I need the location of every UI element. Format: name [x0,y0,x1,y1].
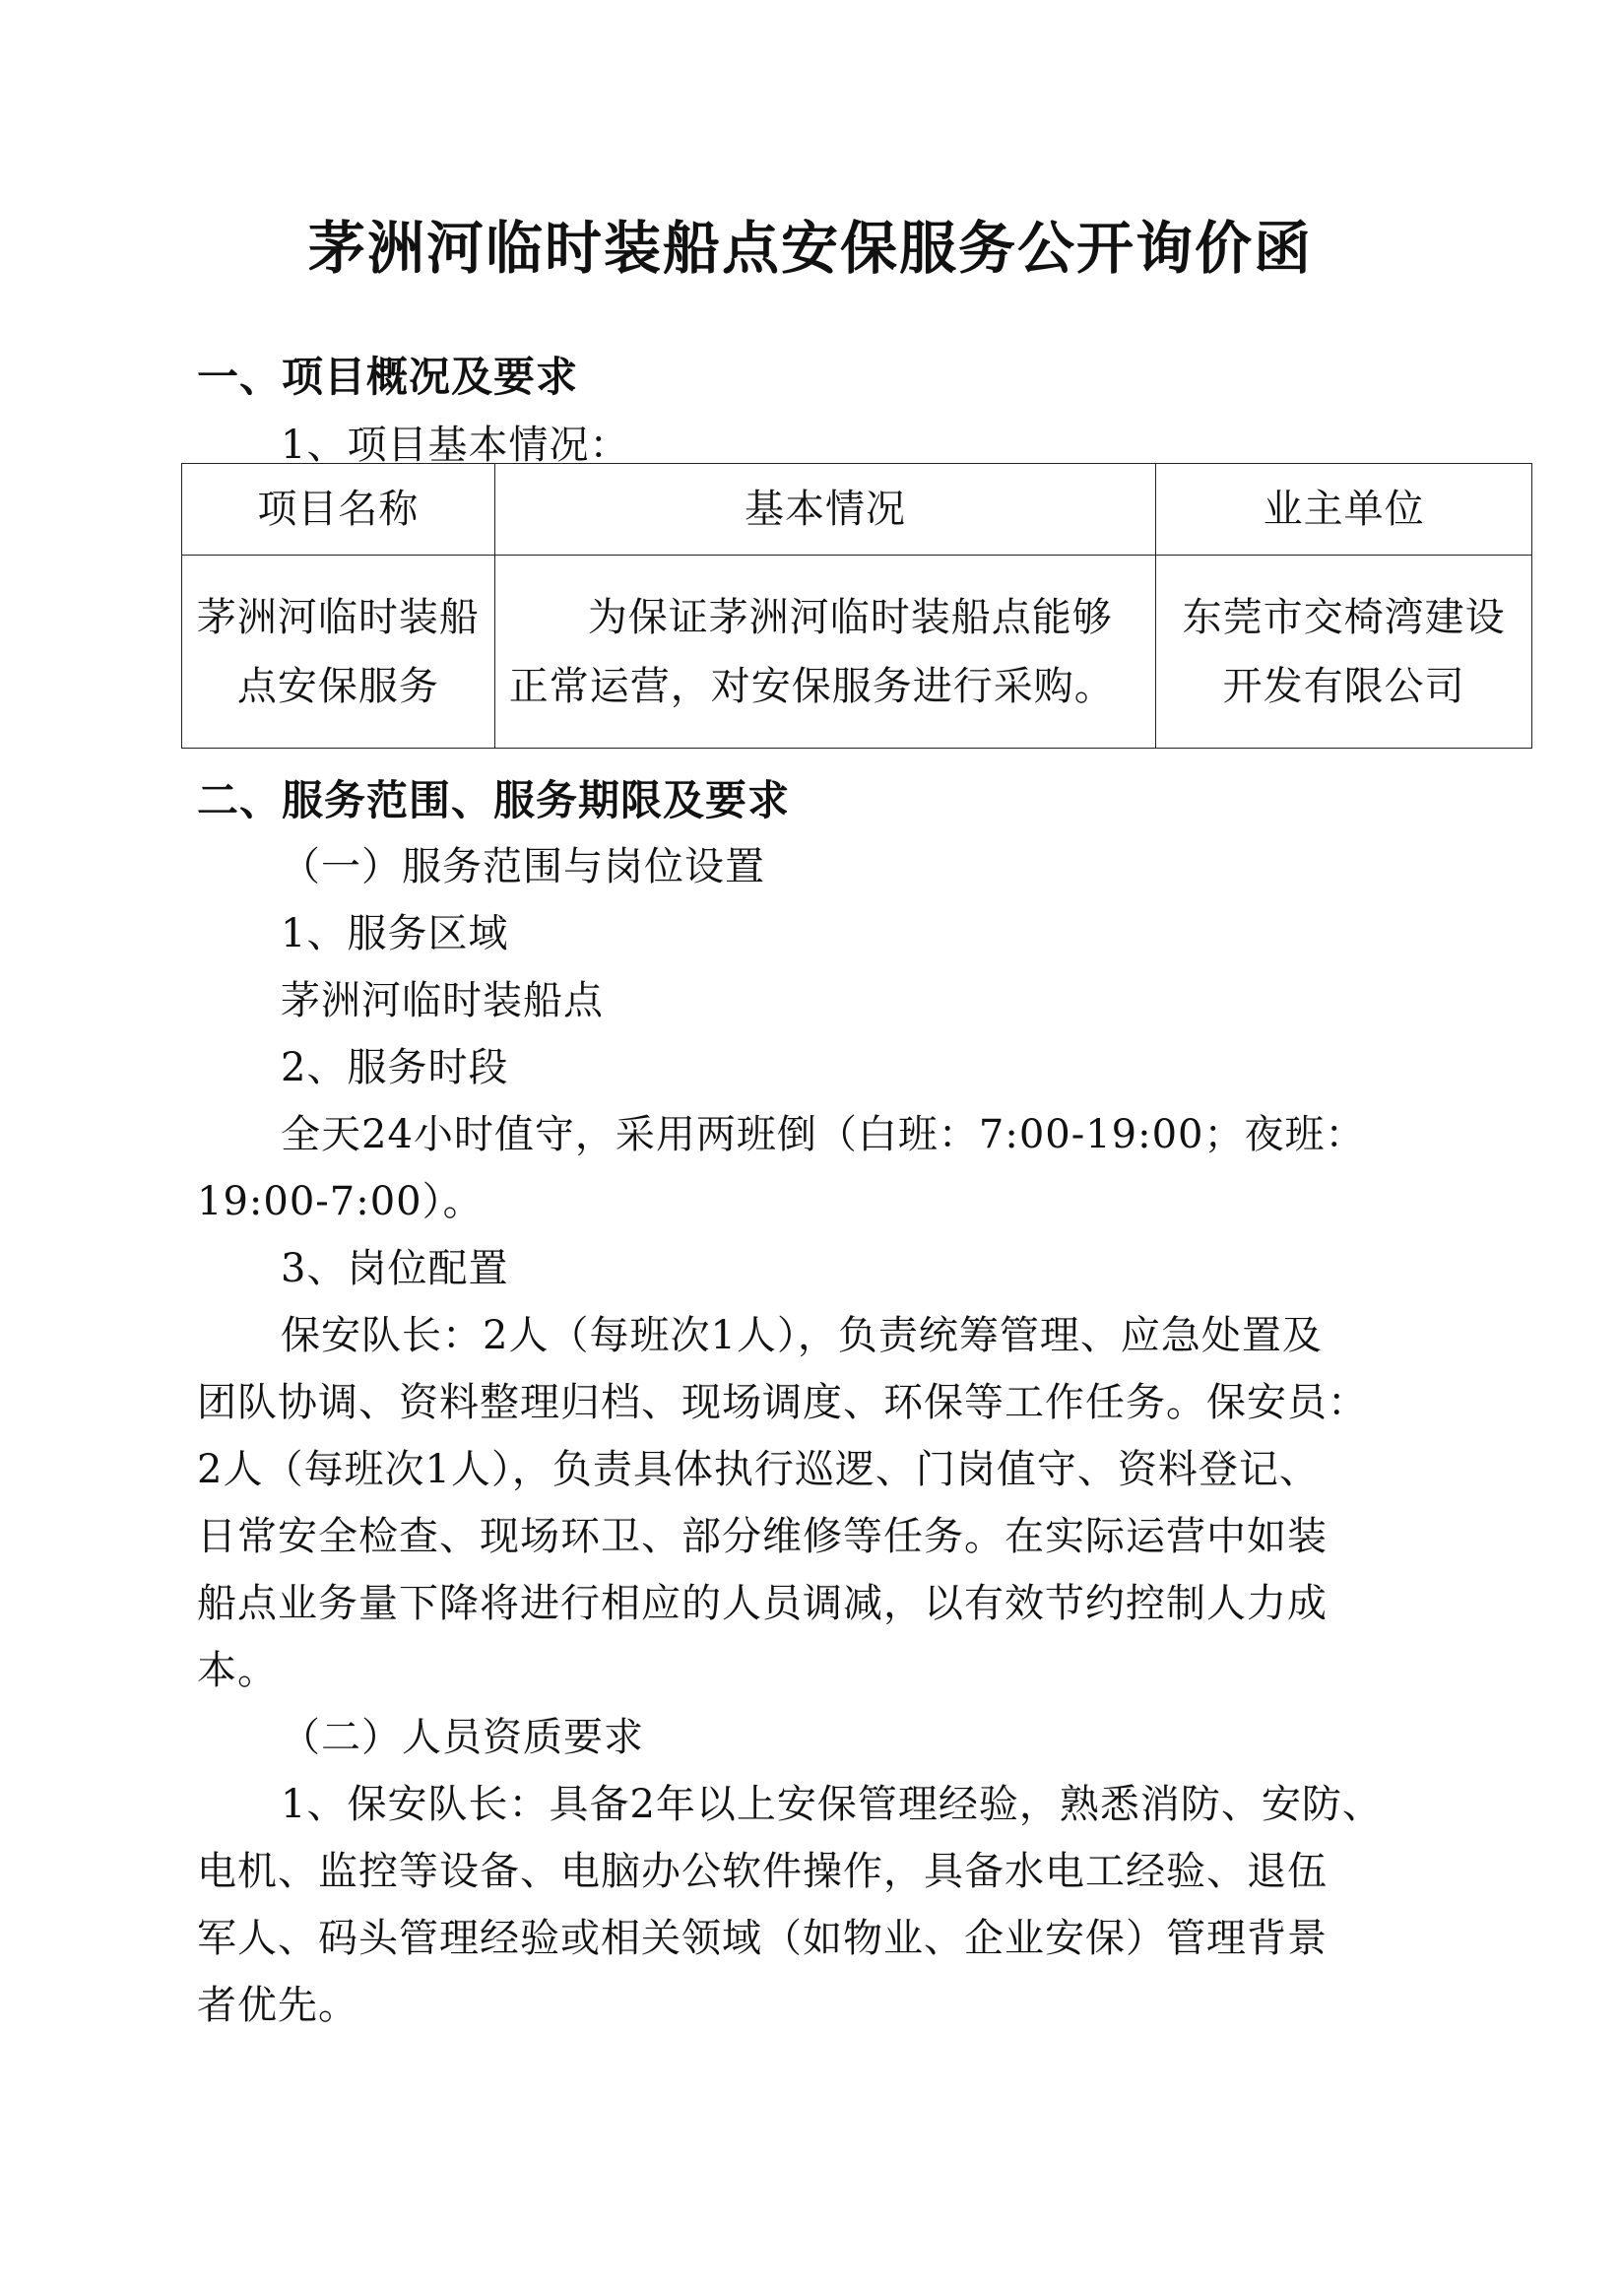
paragraph-line: 2人（每班次1人），负责具体执行巡逻、门岗值守、资料登记、 [197,1447,1320,1492]
paragraph-line: 者优先。 [197,1983,358,2028]
subsection-basic-info: 1、项目基本情况： [281,423,630,468]
paragraph-line: 保安队长：2人（每班次1人），负责统筹管理、应急处置及 [281,1313,1323,1358]
paragraph-line: 军人、码头管理经验或相关领域（如物业、企业安保）管理背景 [197,1916,1328,1961]
table-header-row [182,464,1532,556]
table-header-cell: 项目名称 [182,464,495,556]
paragraph-line: 3、岗位配置 [281,1246,509,1291]
project-info-table [181,463,1532,749]
paragraph-line: 1、保安队长：具备2年以上安保管理经验，熟悉消防、安防、 [281,1782,1383,1827]
paragraph-line: （一）服务范围与岗位设置 [281,844,765,889]
project-name-cell: 茅洲河临时装船点安保服务 [182,556,495,749]
paragraph-line: 本。 [197,1648,278,1693]
table-row [182,556,1532,749]
paragraph-line: （二）人员资质要求 [281,1715,644,1760]
paragraph-line: 19:00-7:00）。 [197,1179,484,1224]
paragraph-line: 全天24小时值守，采用两班倒（白班：7:00-19:00；夜班： [281,1112,1366,1157]
section-heading-overview: 一、项目概况及要求 [197,353,579,401]
table-header-cell: 业主单位 [1156,464,1532,556]
project-owner-cell: 东莞市交椅湾建设开发有限公司 [1156,556,1532,749]
table-header-cell: 基本情况 [494,464,1156,556]
project-desc-cell: 为保证茅洲河临时装船点能够正常运营，对安保服务进行采购。 [494,556,1156,749]
section-heading-scope: 二、服务范围、服务期限及要求 [197,776,791,824]
paragraph-line: 2、服务时段 [281,1045,509,1090]
paragraph-line: 船点业务量下降将进行相应的人员调减，以有效节约控制人力成 [197,1581,1328,1626]
paragraph-line: 茅洲河临时装船点 [281,978,604,1023]
paragraph-line: 电机、监控等设备、电脑办公软件操作，具备水电工经验、退伍 [197,1849,1328,1894]
document-title: 茅洲河临时装船点安保服务公开询价函 [307,215,1313,282]
paragraph-line: 日常安全检查、现场环卫、部分维修等任务。在实际运营中如装 [197,1514,1328,1559]
paragraph-line: 团队协调、资料整理归档、现场调度、环保等工作任务。保安员： [197,1380,1368,1425]
paragraph-line: 1、服务区域 [281,911,509,956]
